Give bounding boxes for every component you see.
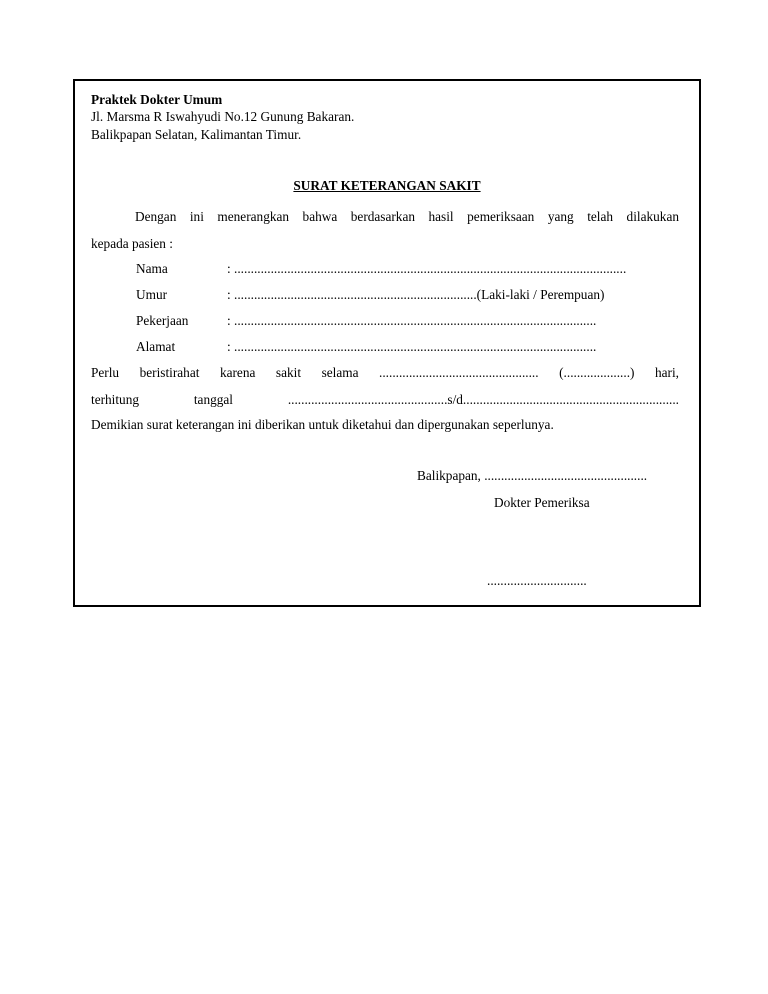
field-label-pekerjaan: Pekerjaan	[136, 313, 189, 328]
intro-line-1: Dengan ini menerangkan bahwa berdasarkan hasil pemeriksaan yang telah dilakukan	[135, 209, 679, 224]
field-label-alamat: Alamat	[136, 339, 176, 354]
address-line-2: Balikpapan Selatan, Kalimantan Timur.	[91, 127, 302, 142]
place-date: Balikpapan, .................................................	[417, 468, 648, 483]
signature-line: ..............................	[487, 573, 587, 588]
rest-line-1: Perlu beristirahat karena sakit selama ................................................ (....................) hari,	[91, 365, 679, 380]
signer-role: Dokter Pemeriksa	[494, 495, 590, 510]
field-label-umur: Umur	[136, 287, 168, 302]
clinic-name: Praktek Dokter Umum	[91, 92, 223, 107]
certificate-frame	[73, 79, 701, 607]
address-line-1: Jl. Marsma R Iswahyudi No.12 Gunung Bakaran.	[91, 109, 355, 124]
field-value-pekerjaan: : .............................................................................................................	[227, 313, 597, 328]
field-value-nama: : ......................................................................................................................	[227, 261, 627, 276]
field-label-nama: Nama	[136, 261, 168, 276]
rest-line-2: terhitung tanggal ................................................s/d.................................................................	[91, 392, 679, 407]
document-title: SURAT KETERANGAN SAKIT	[293, 178, 481, 193]
field-value-alamat: : .............................................................................................................	[227, 339, 597, 354]
intro-line-2: kepada pasien :	[91, 236, 173, 251]
field-value-umur: : .........................................................................(Laki-laki / Perempuan)	[227, 287, 605, 302]
rest-line-3: Demikian surat keterangan ini diberikan untuk diketahui dan dipergunakan seperlunya.	[91, 417, 554, 432]
